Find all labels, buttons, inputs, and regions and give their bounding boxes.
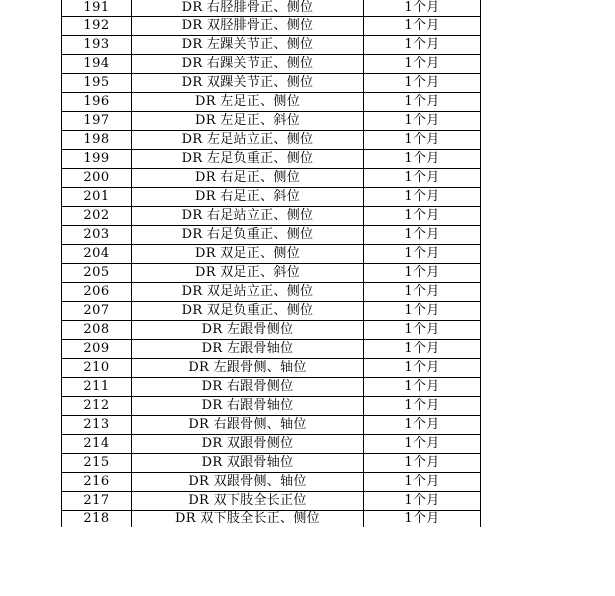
row-validity: 1个月 bbox=[364, 340, 481, 359]
row-item-name: DR 右胫腓骨正、侧位 bbox=[132, 0, 364, 17]
table-row bbox=[62, 492, 481, 511]
row-item-name: DR 左足正、斜位 bbox=[132, 112, 364, 131]
table-row bbox=[62, 397, 481, 416]
row-number: 195 bbox=[62, 74, 132, 93]
row-item-name: DR 双跟骨侧位 bbox=[132, 435, 364, 454]
table-row bbox=[62, 188, 481, 207]
row-item-name: DR 右踝关节正、侧位 bbox=[132, 55, 364, 74]
table-row bbox=[62, 302, 481, 321]
table-row bbox=[62, 131, 481, 150]
row-item-name: DR 左踝关节正、侧位 bbox=[132, 36, 364, 55]
row-item-name: DR 双跟骨侧、轴位 bbox=[132, 473, 364, 492]
row-item-name: DR 双踝关节正、侧位 bbox=[132, 74, 364, 93]
row-validity: 1个月 bbox=[364, 359, 481, 378]
table-row bbox=[62, 226, 481, 245]
row-item-name: DR 双跟骨轴位 bbox=[132, 454, 364, 473]
table-row bbox=[62, 454, 481, 473]
row-item-name: DR 左足负重正、侧位 bbox=[132, 150, 364, 169]
table-row bbox=[62, 112, 481, 131]
row-number: 194 bbox=[62, 55, 132, 74]
row-item-name: DR 双下肢全长正、侧位 bbox=[132, 511, 364, 528]
row-validity: 1个月 bbox=[364, 416, 481, 435]
row-number: 215 bbox=[62, 454, 132, 473]
row-item-name: DR 左足站立正、侧位 bbox=[132, 131, 364, 150]
row-validity: 1个月 bbox=[364, 169, 481, 188]
table-row bbox=[62, 378, 481, 397]
row-validity: 1个月 bbox=[364, 397, 481, 416]
row-item-name: DR 双足负重正、侧位 bbox=[132, 302, 364, 321]
row-number: 193 bbox=[62, 36, 132, 55]
row-number: 203 bbox=[62, 226, 132, 245]
row-number: 218 bbox=[62, 511, 132, 528]
table-row bbox=[62, 359, 481, 378]
row-validity: 1个月 bbox=[364, 17, 481, 36]
row-validity: 1个月 bbox=[364, 454, 481, 473]
row-validity: 1个月 bbox=[364, 435, 481, 454]
row-validity: 1个月 bbox=[364, 283, 481, 302]
table-row bbox=[62, 245, 481, 264]
row-item-name: DR 右跟骨侧位 bbox=[132, 378, 364, 397]
table-row bbox=[62, 340, 481, 359]
row-number: 209 bbox=[62, 340, 132, 359]
row-item-name: DR 左足正、侧位 bbox=[132, 93, 364, 112]
exam-items-table bbox=[61, 0, 481, 527]
row-validity: 1个月 bbox=[364, 207, 481, 226]
row-number: 206 bbox=[62, 283, 132, 302]
row-number: 191 bbox=[62, 0, 132, 17]
row-item-name: DR 左跟骨轴位 bbox=[132, 340, 364, 359]
row-number: 202 bbox=[62, 207, 132, 226]
row-number: 212 bbox=[62, 397, 132, 416]
row-item-name: DR 双足正、侧位 bbox=[132, 245, 364, 264]
table-row bbox=[62, 17, 481, 36]
row-validity: 1个月 bbox=[364, 55, 481, 74]
table-row bbox=[62, 473, 481, 492]
row-validity: 1个月 bbox=[364, 93, 481, 112]
row-number: 198 bbox=[62, 131, 132, 150]
row-number: 207 bbox=[62, 302, 132, 321]
table-row bbox=[62, 321, 481, 340]
row-number: 211 bbox=[62, 378, 132, 397]
row-item-name: DR 右足正、侧位 bbox=[132, 169, 364, 188]
row-item-name: DR 右足负重正、侧位 bbox=[132, 226, 364, 245]
row-number: 196 bbox=[62, 93, 132, 112]
row-validity: 1个月 bbox=[364, 0, 481, 17]
row-item-name: DR 双足正、斜位 bbox=[132, 264, 364, 283]
row-number: 199 bbox=[62, 150, 132, 169]
row-item-name: DR 左跟骨侧、轴位 bbox=[132, 359, 364, 378]
row-number: 197 bbox=[62, 112, 132, 131]
table-row bbox=[62, 93, 481, 112]
table-row bbox=[62, 36, 481, 55]
table-row bbox=[62, 264, 481, 283]
table-row bbox=[62, 207, 481, 226]
row-item-name: DR 右跟骨轴位 bbox=[132, 397, 364, 416]
row-number: 213 bbox=[62, 416, 132, 435]
row-validity: 1个月 bbox=[364, 36, 481, 55]
table-body bbox=[62, 0, 481, 527]
row-validity: 1个月 bbox=[364, 473, 481, 492]
row-item-name: DR 双足站立正、侧位 bbox=[132, 283, 364, 302]
row-number: 210 bbox=[62, 359, 132, 378]
row-validity: 1个月 bbox=[364, 226, 481, 245]
row-validity: 1个月 bbox=[364, 511, 481, 528]
row-number: 205 bbox=[62, 264, 132, 283]
row-item-name: DR 双胫腓骨正、侧位 bbox=[132, 17, 364, 36]
row-item-name: DR 双下肢全长正位 bbox=[132, 492, 364, 511]
row-validity: 1个月 bbox=[364, 321, 481, 340]
row-number: 216 bbox=[62, 473, 132, 492]
row-number: 201 bbox=[62, 188, 132, 207]
row-validity: 1个月 bbox=[364, 245, 481, 264]
row-item-name: DR 右跟骨侧、轴位 bbox=[132, 416, 364, 435]
row-item-name: DR 右足站立正、侧位 bbox=[132, 207, 364, 226]
row-number: 192 bbox=[62, 17, 132, 36]
row-number: 200 bbox=[62, 169, 132, 188]
table-row bbox=[62, 511, 481, 528]
row-validity: 1个月 bbox=[364, 112, 481, 131]
row-validity: 1个月 bbox=[364, 131, 481, 150]
row-validity: 1个月 bbox=[364, 188, 481, 207]
table-row bbox=[62, 55, 481, 74]
table-row bbox=[62, 283, 481, 302]
table-row bbox=[62, 435, 481, 454]
row-validity: 1个月 bbox=[364, 264, 481, 283]
row-validity: 1个月 bbox=[364, 74, 481, 93]
row-number: 217 bbox=[62, 492, 132, 511]
table-row bbox=[62, 169, 481, 188]
row-validity: 1个月 bbox=[364, 302, 481, 321]
table-row bbox=[62, 416, 481, 435]
row-number: 214 bbox=[62, 435, 132, 454]
row-item-name: DR 左跟骨侧位 bbox=[132, 321, 364, 340]
table-row bbox=[62, 74, 481, 93]
table-row bbox=[62, 0, 481, 17]
row-number: 208 bbox=[62, 321, 132, 340]
row-number: 204 bbox=[62, 245, 132, 264]
row-validity: 1个月 bbox=[364, 150, 481, 169]
row-validity: 1个月 bbox=[364, 378, 481, 397]
table-row bbox=[62, 150, 481, 169]
row-validity: 1个月 bbox=[364, 492, 481, 511]
row-item-name: DR 右足正、斜位 bbox=[132, 188, 364, 207]
